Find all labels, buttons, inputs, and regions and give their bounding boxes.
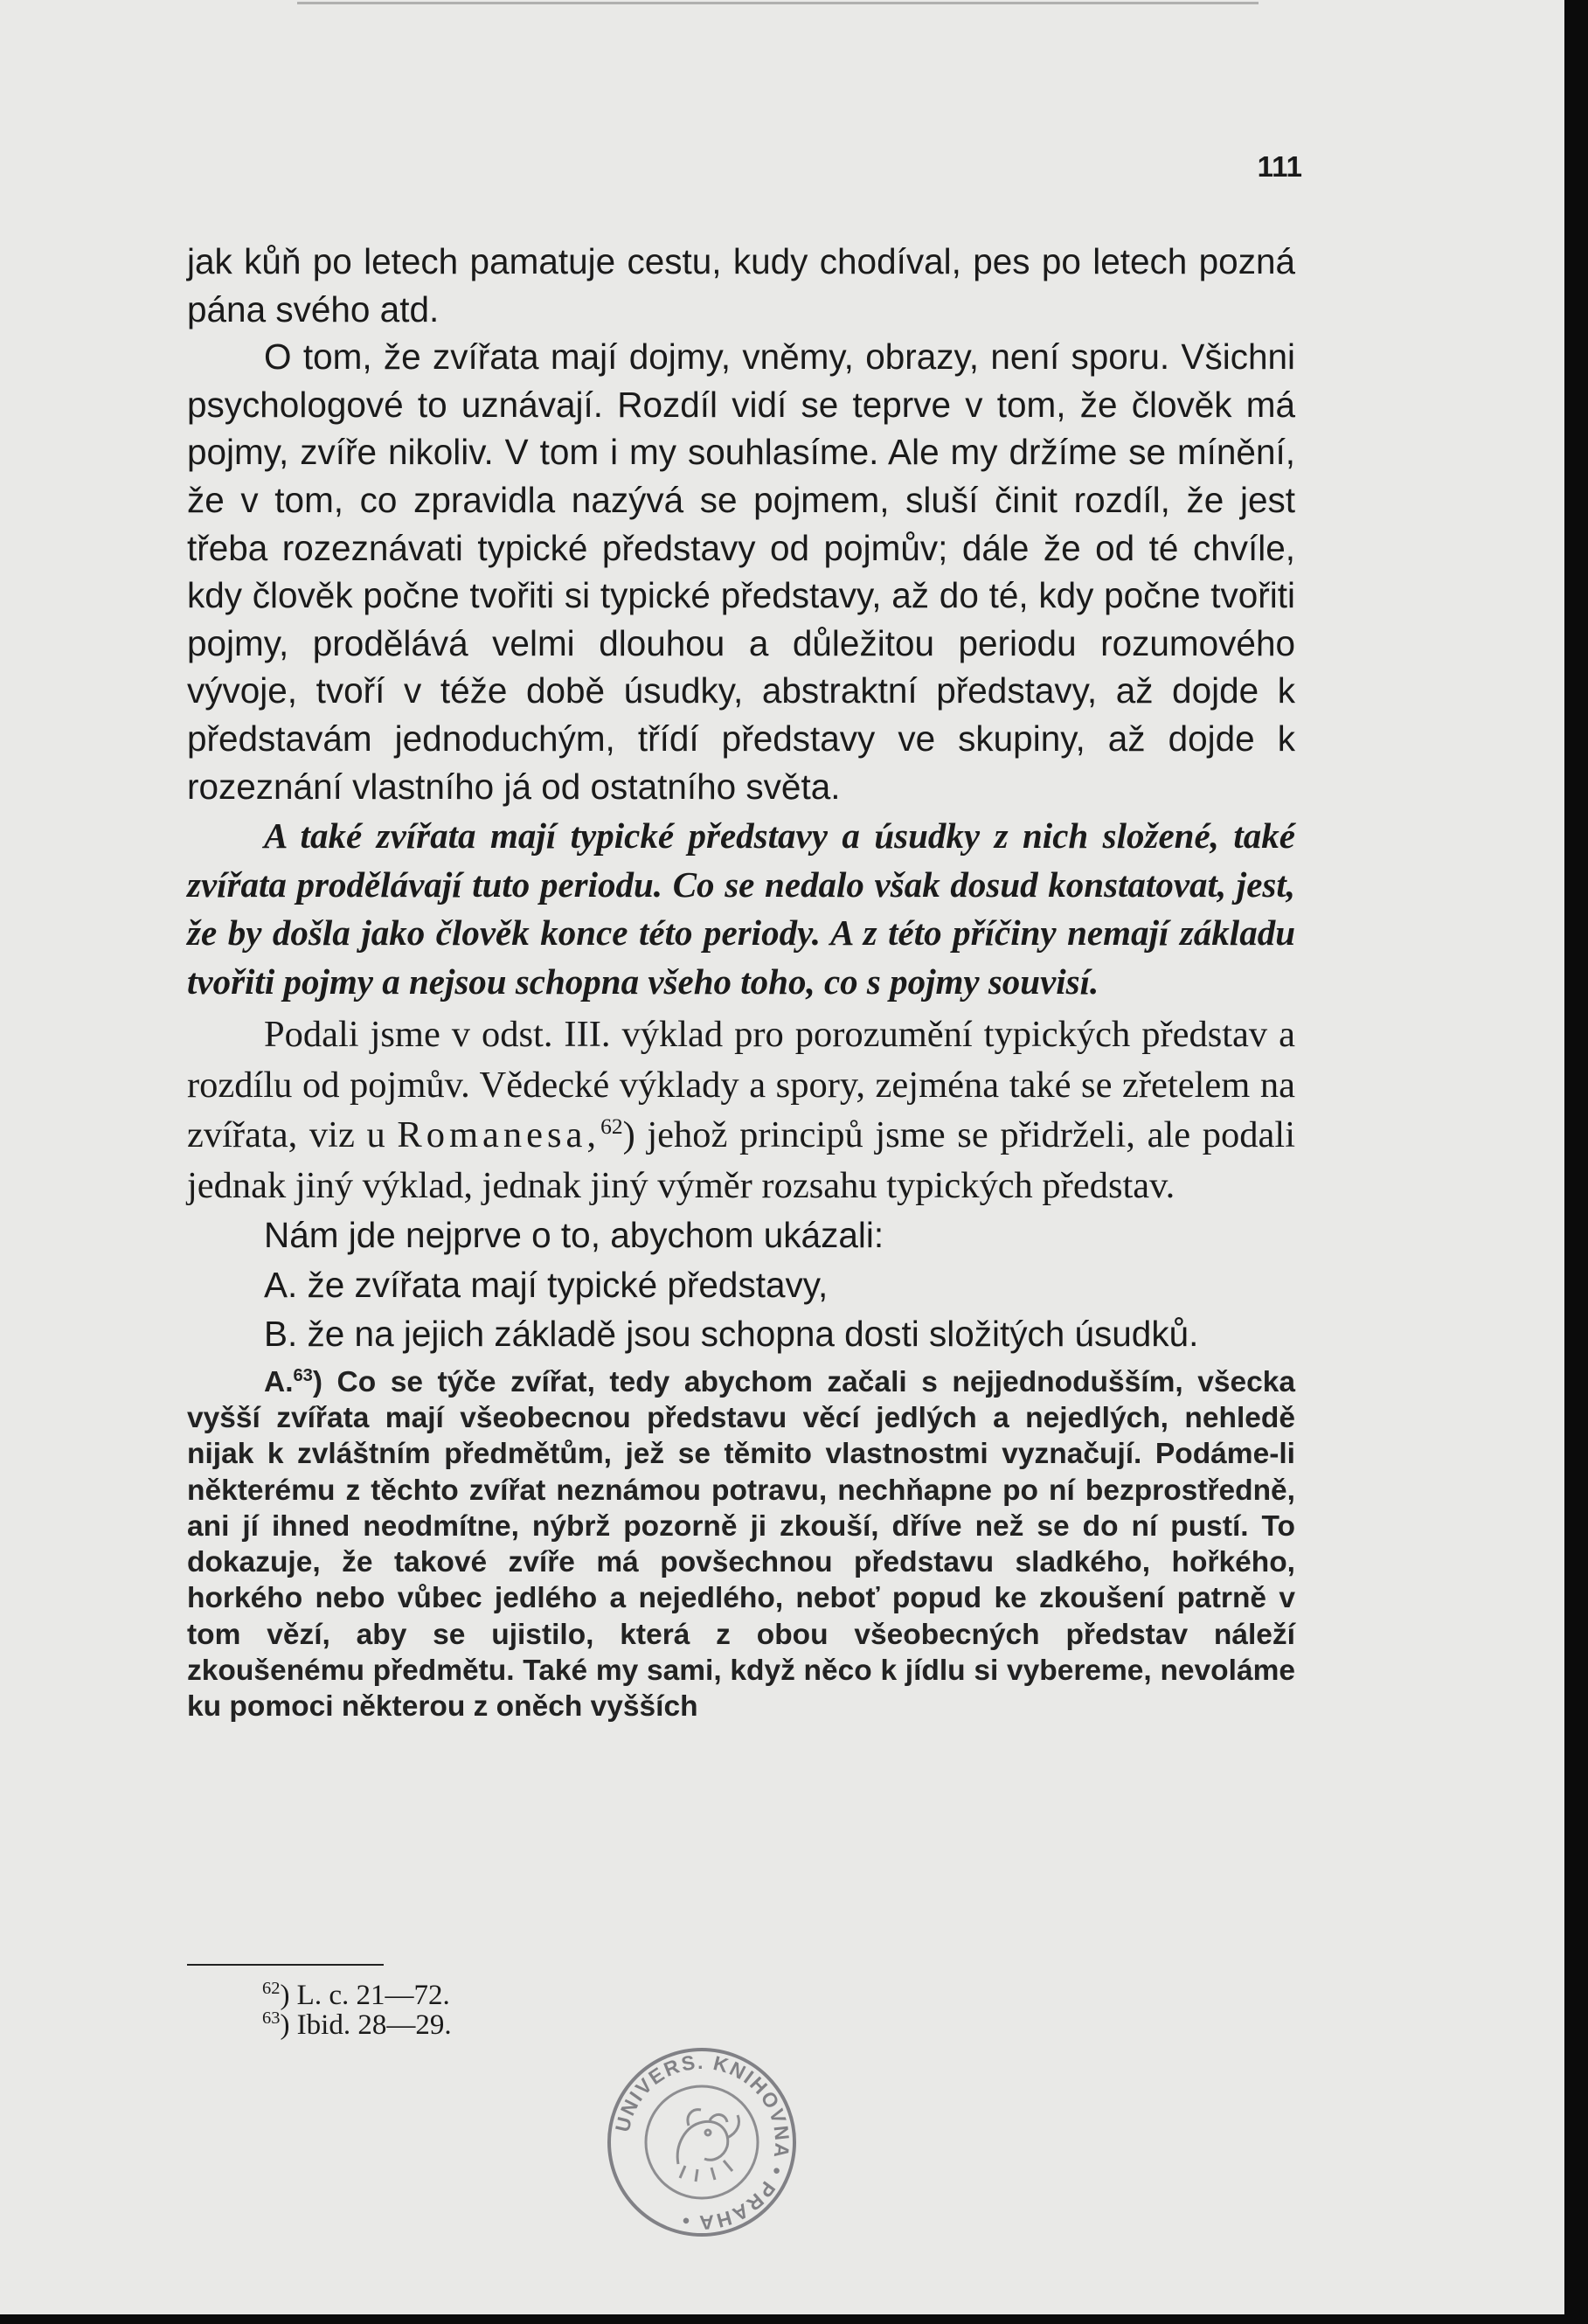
paragraph-1: jak kůň po letech pamatuje cestu, kudy chodíval, pes po letech pozná pána svého atd. xyxy=(187,241,1295,330)
footnote-item xyxy=(262,1981,452,2010)
footnote-item xyxy=(262,2010,452,2040)
paragraph-5: Nám jde nejprve o to, abychom ukázali: xyxy=(264,1215,884,1256)
body-text xyxy=(187,238,1295,1725)
paragraph-6-small xyxy=(187,1364,1295,1725)
library-stamp xyxy=(601,2042,802,2243)
paragraph-3-italic: A také zvířata mají typické představy a úsudky z nich složené, také zvířata prodělávají tuto periodu. Co se nedalo však dosud konstatovat, jest, že by došla jako člověk konce této periody. A z této příčiny nemají základu tvořiti pojmy a nejsou schopna všeho toho, co s pojmy souvisí. xyxy=(187,815,1295,1002)
footnote-ref-62[interactable]: 62 xyxy=(600,1113,623,1139)
footnote-ref-63[interactable]: 63 xyxy=(293,1365,313,1385)
list-item-b: B. že na jejich základě jsou schopna dosti složitých úsudků. xyxy=(264,1314,1199,1355)
top-edge-rule xyxy=(297,2,1259,4)
list-item-a: A. že zvířata mají typické představy, xyxy=(264,1264,829,1305)
lion-emblem-icon xyxy=(677,2110,739,2182)
footnote-number: 63 xyxy=(262,2008,281,2028)
stamp-text-path: UNIVERS. KNIHOVNA • PRAHA • xyxy=(610,2050,794,2235)
paragraph-4-text-after: ) jehož principů jsme se přidrželi, ale podali jednak jiný výklad, jednak jiný výměr rozsahu typických představ. xyxy=(187,1114,1296,1206)
stamp-inner-ring xyxy=(646,2086,758,2198)
footnotes xyxy=(262,1981,452,2040)
footnote-text: ) Ibid. 28—29. xyxy=(280,2009,452,2041)
paragraph-6-text: ) Co se týče zvířat, tedy abychom začali s nejjednodušším, všecka vyšší zvířata mají všeobecnou představu věcí jedlých a nejedlých, nehledě nijak k zvláštním předmětům, jež se těmito vlastnostmi vyznačují. Podáme-li některému z těchto zvířat neznámou potravu, nechňapne po ní bezprostředně, ani jí ihned neodmítne, nýbrž pozorně ji zkouší, dříve než se do ní pustí. To dokazuje, že takové zvíře má povšechnou představu sladkého, hořkého, horkého nebo vůbec jedlého a nejedlého, neboť popud ke zkoušení patrně v tom vězí, aby se ujistilo, která z obou všeobecných představ náleží zkoušenému předmětu. Také my sami, když něco k jídlu si vybereme, nevoláme ku pomoci některou z oněch vyšších xyxy=(187,1365,1295,1724)
footnote-text: ) L. c. 21—72. xyxy=(280,1980,450,2011)
footnote-number: 62 xyxy=(262,1979,281,1998)
paragraph-4-text-before: Podali jsme v odst. III. výklad pro porozumění typických představ a rozdílu od pojmův. Vědecké výklady a spory, zejména také se zřetelem na zvířata, viz u xyxy=(187,1014,1295,1156)
stamp-text xyxy=(611,2050,794,2234)
author-name-romanes: Romanesa, xyxy=(397,1114,601,1156)
paragraph-6-label: A. xyxy=(264,1365,294,1398)
paragraph-2: O tom, že zvířata mají dojmy, vněmy, obrazy, není sporu. Všichni psychologové to uznávají. Rozdíl vidí se teprve v tom, že člověk má pojmy, zvíře nikoliv. V tom i my souhlasíme. Ale my držíme se mínění, že v tom, co zpravidla nazývá se pojmem, sluší činit rozdíl, že jest třeba rozeznávati typické představy od pojmův; dále že od té chvíle, kdy člověk počne tvořiti si typické představy, až do té, kdy počne tvořiti pojmy, prodělává velmi dlouhou a důležitou periodu rozumového vývoje, tvoří v téže době úsudky, abstraktní představy, až dojde k představám jednoduchým, třídí představy ve skupiny, až dojde k rozeznání vlastního já od ostatního světa. xyxy=(187,336,1295,807)
page-number: 111 xyxy=(1257,150,1302,183)
footnote-divider xyxy=(187,1964,384,1966)
paragraph-4 xyxy=(187,1009,1295,1211)
